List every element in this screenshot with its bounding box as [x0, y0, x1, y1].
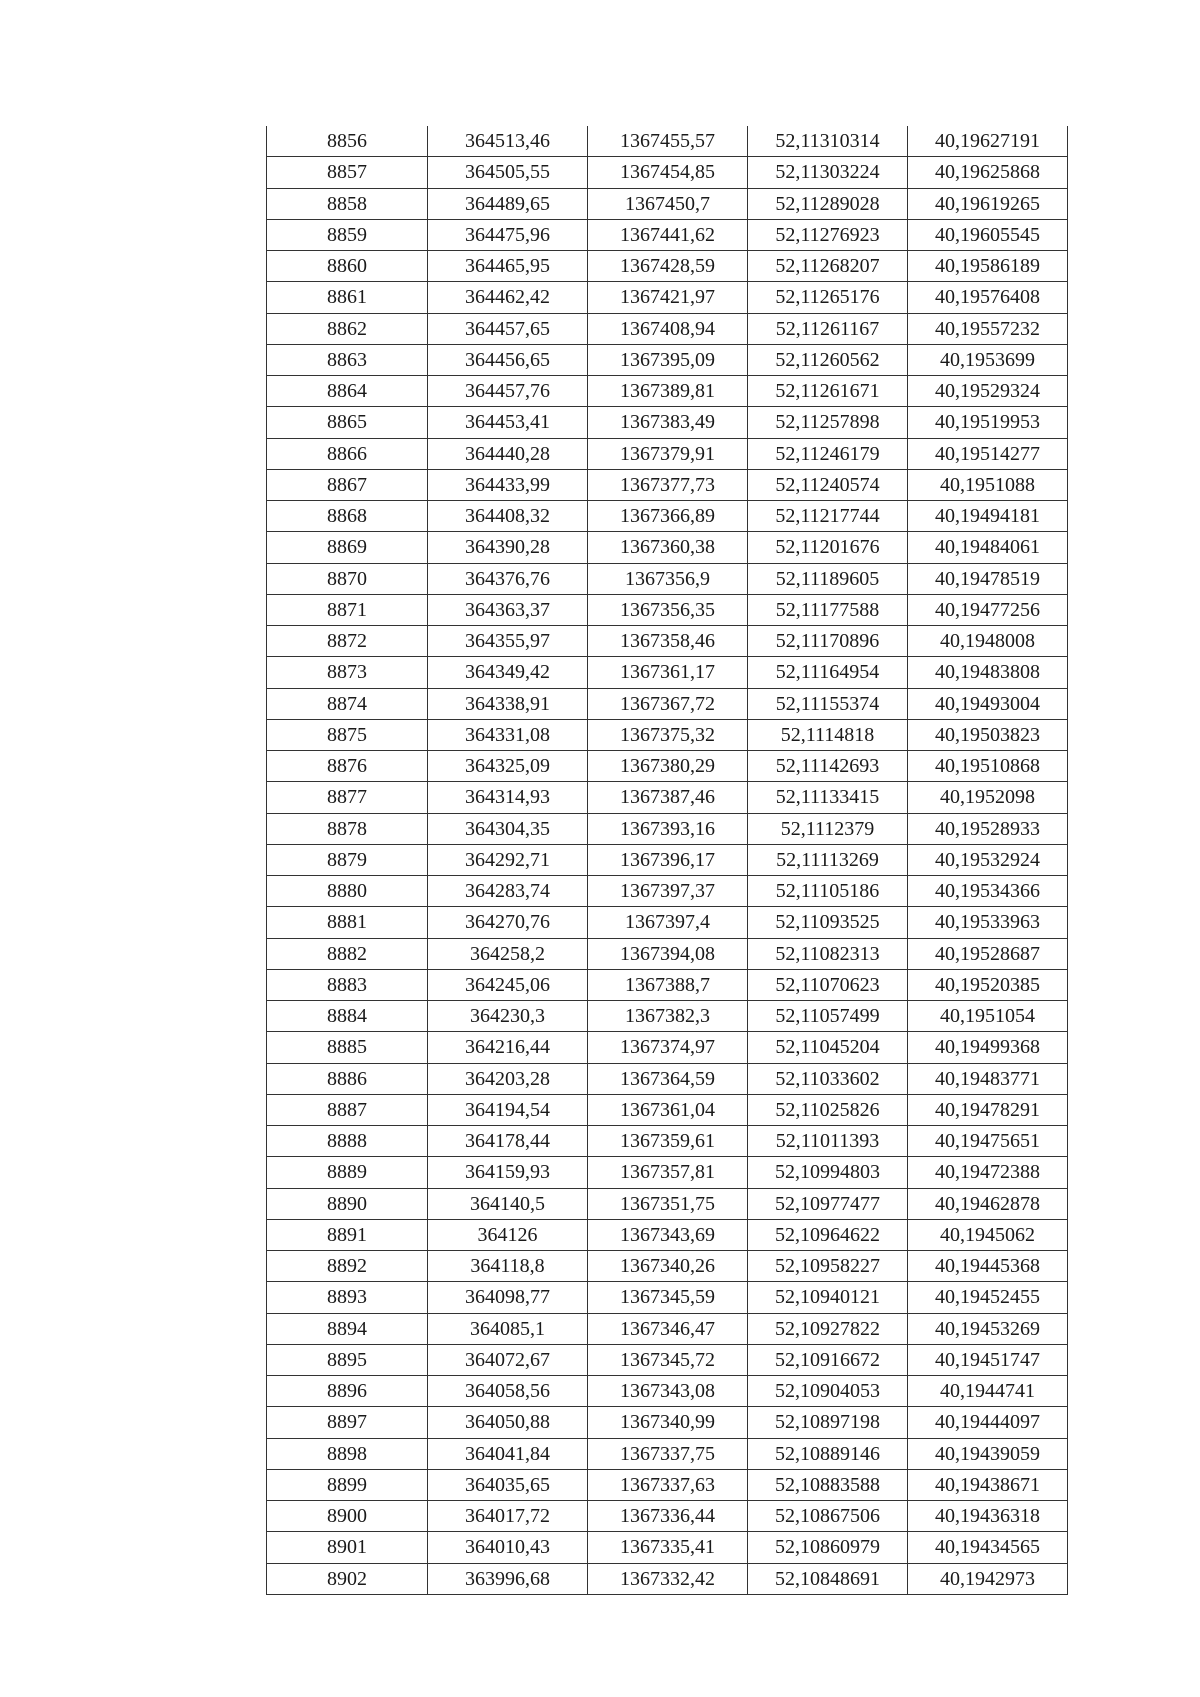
point-number-cell: 8872	[267, 626, 428, 657]
latitude-cell: 52,11217744	[748, 501, 908, 532]
latitude-cell: 52,11045204	[748, 1032, 908, 1063]
y-coordinate-cell: 1367357,81	[588, 1157, 748, 1188]
latitude-cell: 52,11268207	[748, 251, 908, 282]
point-number-cell: 8868	[267, 501, 428, 532]
latitude-cell: 52,11303224	[748, 157, 908, 188]
latitude-cell: 52,11310314	[748, 126, 908, 157]
point-number-cell: 8901	[267, 1532, 428, 1563]
latitude-cell: 52,11289028	[748, 188, 908, 219]
y-coordinate-cell: 1367343,08	[588, 1376, 748, 1407]
x-coordinate-cell: 364456,65	[428, 344, 588, 375]
table-row	[267, 1407, 1068, 1438]
latitude-cell: 52,11201676	[748, 532, 908, 563]
point-number-cell: 8860	[267, 251, 428, 282]
y-coordinate-cell: 1367428,59	[588, 251, 748, 282]
latitude-cell: 52,10927822	[748, 1313, 908, 1344]
table-row	[267, 1563, 1068, 1594]
table-row	[267, 344, 1068, 375]
y-coordinate-cell: 1367454,85	[588, 157, 748, 188]
table-row	[267, 1344, 1068, 1375]
latitude-cell: 52,11133415	[748, 782, 908, 813]
latitude-cell: 52,11105186	[748, 876, 908, 907]
table-row	[267, 1188, 1068, 1219]
latitude-cell: 52,11265176	[748, 282, 908, 313]
y-coordinate-cell: 1367340,26	[588, 1251, 748, 1282]
x-coordinate-cell: 364465,95	[428, 251, 588, 282]
latitude-cell: 52,11155374	[748, 688, 908, 719]
table-row	[267, 532, 1068, 563]
longitude-cell: 40,19528687	[908, 938, 1068, 969]
y-coordinate-cell: 1367359,61	[588, 1126, 748, 1157]
y-coordinate-cell: 1367346,47	[588, 1313, 748, 1344]
point-number-cell: 8890	[267, 1188, 428, 1219]
x-coordinate-cell: 364457,76	[428, 376, 588, 407]
x-coordinate-cell: 364489,65	[428, 188, 588, 219]
point-number-cell: 8889	[267, 1157, 428, 1188]
longitude-cell: 40,19520385	[908, 969, 1068, 1000]
point-number-cell: 8902	[267, 1563, 428, 1594]
longitude-cell: 40,19451747	[908, 1344, 1068, 1375]
table-row	[267, 938, 1068, 969]
longitude-cell: 40,19627191	[908, 126, 1068, 157]
table-row	[267, 688, 1068, 719]
table-row	[267, 188, 1068, 219]
x-coordinate-cell: 364194,54	[428, 1094, 588, 1125]
x-coordinate-cell: 364270,76	[428, 907, 588, 938]
table-row	[267, 594, 1068, 625]
point-number-cell: 8900	[267, 1501, 428, 1532]
y-coordinate-cell: 1367351,75	[588, 1188, 748, 1219]
y-coordinate-cell: 1367345,59	[588, 1282, 748, 1313]
x-coordinate-cell: 364475,96	[428, 219, 588, 250]
y-coordinate-cell: 1367367,72	[588, 688, 748, 719]
table-row	[267, 1376, 1068, 1407]
point-number-cell: 8896	[267, 1376, 428, 1407]
latitude-cell: 52,11025826	[748, 1094, 908, 1125]
latitude-cell: 52,11170896	[748, 626, 908, 657]
y-coordinate-cell: 1367361,04	[588, 1094, 748, 1125]
point-number-cell: 8885	[267, 1032, 428, 1063]
x-coordinate-cell: 364462,42	[428, 282, 588, 313]
point-number-cell: 8874	[267, 688, 428, 719]
latitude-cell: 52,11177588	[748, 594, 908, 625]
y-coordinate-cell: 1367395,09	[588, 344, 748, 375]
point-number-cell: 8883	[267, 969, 428, 1000]
longitude-cell: 40,19472388	[908, 1157, 1068, 1188]
point-number-cell: 8895	[267, 1344, 428, 1375]
y-coordinate-cell: 1367356,9	[588, 563, 748, 594]
x-coordinate-cell: 364159,93	[428, 1157, 588, 1188]
table-row	[267, 501, 1068, 532]
longitude-cell: 40,19519953	[908, 407, 1068, 438]
y-coordinate-cell: 1367356,35	[588, 594, 748, 625]
longitude-cell: 40,19493004	[908, 688, 1068, 719]
x-coordinate-cell: 364050,88	[428, 1407, 588, 1438]
point-number-cell: 8857	[267, 157, 428, 188]
latitude-cell: 52,11070623	[748, 969, 908, 1000]
longitude-cell: 40,19439059	[908, 1438, 1068, 1469]
y-coordinate-cell: 1367408,94	[588, 313, 748, 344]
longitude-cell: 40,19586189	[908, 251, 1068, 282]
x-coordinate-cell: 364292,71	[428, 844, 588, 875]
latitude-cell: 52,1112379	[748, 813, 908, 844]
longitude-cell: 40,1951054	[908, 1001, 1068, 1032]
table-row	[267, 1126, 1068, 1157]
longitude-cell: 40,19533963	[908, 907, 1068, 938]
latitude-cell: 52,1114818	[748, 719, 908, 750]
y-coordinate-cell: 1367383,49	[588, 407, 748, 438]
y-coordinate-cell: 1367374,97	[588, 1032, 748, 1063]
x-coordinate-cell: 364072,67	[428, 1344, 588, 1375]
table-row	[267, 282, 1068, 313]
table-row	[267, 813, 1068, 844]
table-row	[267, 1094, 1068, 1125]
y-coordinate-cell: 1367380,29	[588, 751, 748, 782]
table-row	[267, 969, 1068, 1000]
y-coordinate-cell: 1367337,75	[588, 1438, 748, 1469]
x-coordinate-cell: 364363,37	[428, 594, 588, 625]
table-row	[267, 126, 1068, 157]
point-number-cell: 8865	[267, 407, 428, 438]
y-coordinate-cell: 1367358,46	[588, 626, 748, 657]
table-row	[267, 157, 1068, 188]
x-coordinate-cell: 364283,74	[428, 876, 588, 907]
longitude-cell: 40,1945062	[908, 1219, 1068, 1250]
longitude-cell: 40,19605545	[908, 219, 1068, 250]
y-coordinate-cell: 1367393,16	[588, 813, 748, 844]
longitude-cell: 40,19483808	[908, 657, 1068, 688]
y-coordinate-cell: 1367396,17	[588, 844, 748, 875]
point-number-cell: 8875	[267, 719, 428, 750]
y-coordinate-cell: 1367379,91	[588, 438, 748, 469]
y-coordinate-cell: 1367335,41	[588, 1532, 748, 1563]
point-number-cell: 8873	[267, 657, 428, 688]
point-number-cell: 8867	[267, 469, 428, 500]
longitude-cell: 40,19483771	[908, 1063, 1068, 1094]
table-row	[267, 1219, 1068, 1250]
x-coordinate-cell: 364355,97	[428, 626, 588, 657]
point-number-cell: 8862	[267, 313, 428, 344]
point-number-cell: 8881	[267, 907, 428, 938]
y-coordinate-cell: 1367450,7	[588, 188, 748, 219]
point-number-cell: 8861	[267, 282, 428, 313]
table-row	[267, 219, 1068, 250]
table-row	[267, 1501, 1068, 1532]
y-coordinate-cell: 1367397,4	[588, 907, 748, 938]
table-row	[267, 1063, 1068, 1094]
latitude-cell: 52,10860979	[748, 1532, 908, 1563]
y-coordinate-cell: 1367336,44	[588, 1501, 748, 1532]
longitude-cell: 40,19478291	[908, 1094, 1068, 1125]
x-coordinate-cell: 364349,42	[428, 657, 588, 688]
point-number-cell: 8897	[267, 1407, 428, 1438]
latitude-cell: 52,11082313	[748, 938, 908, 969]
y-coordinate-cell: 1367366,89	[588, 501, 748, 532]
point-number-cell: 8858	[267, 188, 428, 219]
table-row	[267, 1157, 1068, 1188]
y-coordinate-cell: 1367455,57	[588, 126, 748, 157]
x-coordinate-cell: 364041,84	[428, 1438, 588, 1469]
longitude-cell: 40,19478519	[908, 563, 1068, 594]
y-coordinate-cell: 1367421,97	[588, 282, 748, 313]
y-coordinate-cell: 1367364,59	[588, 1063, 748, 1094]
table-row	[267, 1251, 1068, 1282]
table-row	[267, 1282, 1068, 1313]
point-number-cell: 8863	[267, 344, 428, 375]
table-row	[267, 782, 1068, 813]
latitude-cell: 52,11011393	[748, 1126, 908, 1157]
longitude-cell: 40,19503823	[908, 719, 1068, 750]
x-coordinate-cell: 364390,28	[428, 532, 588, 563]
latitude-cell: 52,10848691	[748, 1563, 908, 1594]
point-number-cell: 8891	[267, 1219, 428, 1250]
y-coordinate-cell: 1367360,38	[588, 532, 748, 563]
latitude-cell: 52,11246179	[748, 438, 908, 469]
latitude-cell: 52,11164954	[748, 657, 908, 688]
point-number-cell: 8876	[267, 751, 428, 782]
y-coordinate-cell: 1367394,08	[588, 938, 748, 969]
table-row	[267, 719, 1068, 750]
table-row	[267, 563, 1068, 594]
latitude-cell: 52,10889146	[748, 1438, 908, 1469]
table-row	[267, 407, 1068, 438]
y-coordinate-cell: 1367387,46	[588, 782, 748, 813]
longitude-cell: 40,1942973	[908, 1563, 1068, 1594]
x-coordinate-cell: 364098,77	[428, 1282, 588, 1313]
x-coordinate-cell: 364314,93	[428, 782, 588, 813]
table-row	[267, 626, 1068, 657]
longitude-cell: 40,19444097	[908, 1407, 1068, 1438]
longitude-cell: 40,19494181	[908, 501, 1068, 532]
x-coordinate-cell: 364505,55	[428, 157, 588, 188]
point-number-cell: 8871	[267, 594, 428, 625]
latitude-cell: 52,11093525	[748, 907, 908, 938]
latitude-cell: 52,10940121	[748, 1282, 908, 1313]
point-number-cell: 8894	[267, 1313, 428, 1344]
longitude-cell: 40,1953699	[908, 344, 1068, 375]
latitude-cell: 52,11257898	[748, 407, 908, 438]
point-number-cell: 8856	[267, 126, 428, 157]
longitude-cell: 40,19434565	[908, 1532, 1068, 1563]
x-coordinate-cell: 364058,56	[428, 1376, 588, 1407]
y-coordinate-cell: 1367343,69	[588, 1219, 748, 1250]
longitude-cell: 40,19534366	[908, 876, 1068, 907]
point-number-cell: 8892	[267, 1251, 428, 1282]
x-coordinate-cell: 364216,44	[428, 1032, 588, 1063]
point-number-cell: 8880	[267, 876, 428, 907]
longitude-cell: 40,19499368	[908, 1032, 1068, 1063]
longitude-cell: 40,19528933	[908, 813, 1068, 844]
longitude-cell: 40,19532924	[908, 844, 1068, 875]
point-number-cell: 8898	[267, 1438, 428, 1469]
latitude-cell: 52,11142693	[748, 751, 908, 782]
longitude-cell: 40,19514277	[908, 438, 1068, 469]
x-coordinate-cell: 364017,72	[428, 1501, 588, 1532]
table-row	[267, 751, 1068, 782]
table-row	[267, 1438, 1068, 1469]
latitude-cell: 52,10964622	[748, 1219, 908, 1250]
x-coordinate-cell: 364203,28	[428, 1063, 588, 1094]
longitude-cell: 40,19625868	[908, 157, 1068, 188]
point-number-cell: 8888	[267, 1126, 428, 1157]
longitude-cell: 40,19475651	[908, 1126, 1068, 1157]
latitude-cell: 52,11113269	[748, 844, 908, 875]
longitude-cell: 40,1951088	[908, 469, 1068, 500]
table-row	[267, 1313, 1068, 1344]
table-row	[267, 1032, 1068, 1063]
x-coordinate-cell: 363996,68	[428, 1563, 588, 1594]
point-number-cell: 8887	[267, 1094, 428, 1125]
y-coordinate-cell: 1367332,42	[588, 1563, 748, 1594]
latitude-cell: 52,11261671	[748, 376, 908, 407]
table-row	[267, 1532, 1068, 1563]
x-coordinate-cell: 364453,41	[428, 407, 588, 438]
x-coordinate-cell: 364513,46	[428, 126, 588, 157]
table-row	[267, 907, 1068, 938]
longitude-cell: 40,19557232	[908, 313, 1068, 344]
longitude-cell: 40,19438671	[908, 1469, 1068, 1500]
latitude-cell: 52,11189605	[748, 563, 908, 594]
x-coordinate-cell: 364376,76	[428, 563, 588, 594]
y-coordinate-cell: 1367337,63	[588, 1469, 748, 1500]
point-number-cell: 8899	[267, 1469, 428, 1500]
point-number-cell: 8877	[267, 782, 428, 813]
coordinates-table	[266, 126, 1068, 1595]
longitude-cell: 40,19529324	[908, 376, 1068, 407]
x-coordinate-cell: 364245,06	[428, 969, 588, 1000]
x-coordinate-cell: 364325,09	[428, 751, 588, 782]
x-coordinate-cell: 364140,5	[428, 1188, 588, 1219]
x-coordinate-cell: 364258,2	[428, 938, 588, 969]
latitude-cell: 52,10916672	[748, 1344, 908, 1375]
table-row	[267, 438, 1068, 469]
x-coordinate-cell: 364304,35	[428, 813, 588, 844]
longitude-cell: 40,1944741	[908, 1376, 1068, 1407]
x-coordinate-cell: 364457,65	[428, 313, 588, 344]
table-row	[267, 376, 1068, 407]
longitude-cell: 40,19576408	[908, 282, 1068, 313]
table-row	[267, 1469, 1068, 1500]
table-row	[267, 876, 1068, 907]
x-coordinate-cell: 364433,99	[428, 469, 588, 500]
y-coordinate-cell: 1367377,73	[588, 469, 748, 500]
table-row	[267, 1001, 1068, 1032]
table-row	[267, 844, 1068, 875]
point-number-cell: 8882	[267, 938, 428, 969]
latitude-cell: 52,10867506	[748, 1501, 908, 1532]
longitude-cell: 40,19462878	[908, 1188, 1068, 1219]
point-number-cell: 8886	[267, 1063, 428, 1094]
longitude-cell: 40,19436318	[908, 1501, 1068, 1532]
x-coordinate-cell: 364085,1	[428, 1313, 588, 1344]
y-coordinate-cell: 1367388,7	[588, 969, 748, 1000]
y-coordinate-cell: 1367382,3	[588, 1001, 748, 1032]
y-coordinate-cell: 1367361,17	[588, 657, 748, 688]
x-coordinate-cell: 364178,44	[428, 1126, 588, 1157]
x-coordinate-cell: 364010,43	[428, 1532, 588, 1563]
y-coordinate-cell: 1367340,99	[588, 1407, 748, 1438]
x-coordinate-cell: 364408,32	[428, 501, 588, 532]
table-row	[267, 251, 1068, 282]
y-coordinate-cell: 1367397,37	[588, 876, 748, 907]
latitude-cell: 52,10977477	[748, 1188, 908, 1219]
latitude-cell: 52,11033602	[748, 1063, 908, 1094]
x-coordinate-cell: 364118,8	[428, 1251, 588, 1282]
table-body	[267, 126, 1068, 1594]
longitude-cell: 40,19445368	[908, 1251, 1068, 1282]
latitude-cell: 52,11261167	[748, 313, 908, 344]
x-coordinate-cell: 364338,91	[428, 688, 588, 719]
latitude-cell: 52,11057499	[748, 1001, 908, 1032]
x-coordinate-cell: 364440,28	[428, 438, 588, 469]
point-number-cell: 8869	[267, 532, 428, 563]
latitude-cell: 52,11240574	[748, 469, 908, 500]
point-number-cell: 8864	[267, 376, 428, 407]
longitude-cell: 40,19510868	[908, 751, 1068, 782]
table-row	[267, 657, 1068, 688]
longitude-cell: 40,1952098	[908, 782, 1068, 813]
point-number-cell: 8866	[267, 438, 428, 469]
longitude-cell: 40,19452455	[908, 1282, 1068, 1313]
point-number-cell: 8870	[267, 563, 428, 594]
latitude-cell: 52,10897198	[748, 1407, 908, 1438]
x-coordinate-cell: 364035,65	[428, 1469, 588, 1500]
latitude-cell: 52,10904053	[748, 1376, 908, 1407]
x-coordinate-cell: 364230,3	[428, 1001, 588, 1032]
x-coordinate-cell: 364126	[428, 1219, 588, 1250]
point-number-cell: 8893	[267, 1282, 428, 1313]
point-number-cell: 8859	[267, 219, 428, 250]
latitude-cell: 52,10994803	[748, 1157, 908, 1188]
table-row	[267, 313, 1068, 344]
longitude-cell: 40,1948008	[908, 626, 1068, 657]
latitude-cell: 52,11276923	[748, 219, 908, 250]
longitude-cell: 40,19619265	[908, 188, 1068, 219]
latitude-cell: 52,10883588	[748, 1469, 908, 1500]
latitude-cell: 52,10958227	[748, 1251, 908, 1282]
y-coordinate-cell: 1367375,32	[588, 719, 748, 750]
point-number-cell: 8879	[267, 844, 428, 875]
x-coordinate-cell: 364331,08	[428, 719, 588, 750]
latitude-cell: 52,11260562	[748, 344, 908, 375]
longitude-cell: 40,19477256	[908, 594, 1068, 625]
point-number-cell: 8878	[267, 813, 428, 844]
longitude-cell: 40,19484061	[908, 532, 1068, 563]
point-number-cell: 8884	[267, 1001, 428, 1032]
y-coordinate-cell: 1367441,62	[588, 219, 748, 250]
y-coordinate-cell: 1367345,72	[588, 1344, 748, 1375]
longitude-cell: 40,19453269	[908, 1313, 1068, 1344]
table-row	[267, 469, 1068, 500]
y-coordinate-cell: 1367389,81	[588, 376, 748, 407]
